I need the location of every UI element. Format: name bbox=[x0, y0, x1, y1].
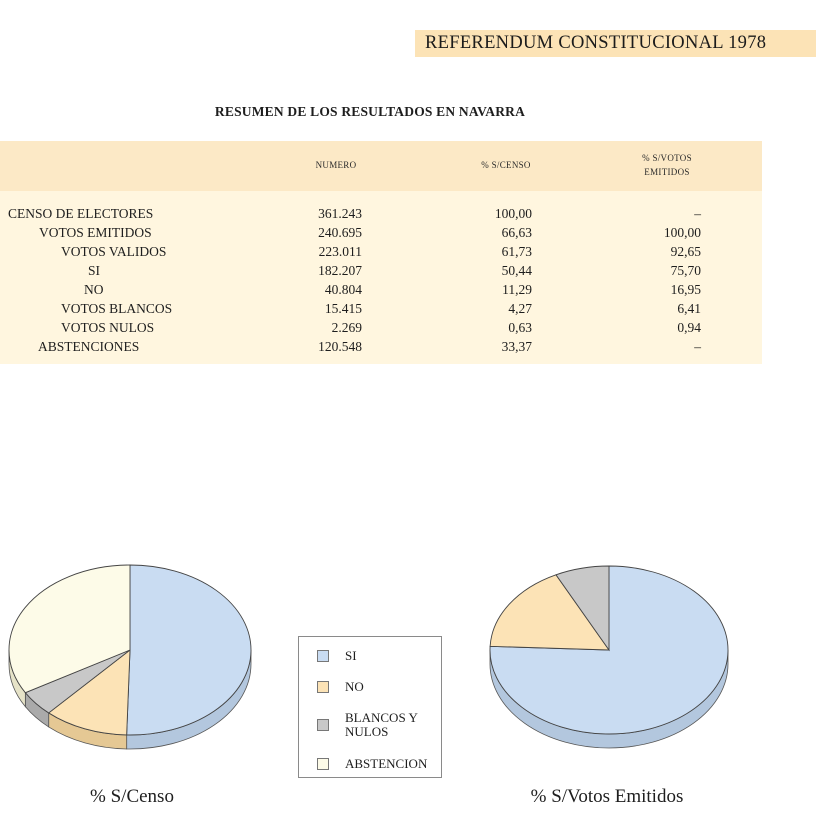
legend-label-blancos-nulos: BLANCOS Y NULOS bbox=[345, 710, 418, 739]
col-header-s-censo: % S/CENSO bbox=[481, 160, 531, 170]
cell-s-votos: 6,41 bbox=[677, 301, 701, 316]
cell-s-censo: 100,00 bbox=[494, 206, 532, 221]
table-row-si bbox=[0, 261, 762, 280]
cell-s-votos: 0,94 bbox=[677, 320, 701, 335]
row-label: VOTOS VALIDOS bbox=[61, 244, 167, 259]
col-header-s-votos-line2: EMITIDOS bbox=[644, 167, 690, 177]
table-row-no bbox=[0, 280, 762, 299]
cell-s-votos: 92,65 bbox=[670, 244, 701, 259]
cell-s-censo: 50,44 bbox=[501, 263, 532, 278]
table-row-blancos bbox=[0, 299, 762, 318]
cell-s-censo: 0,63 bbox=[508, 320, 532, 335]
legend-swatch-no bbox=[317, 681, 329, 693]
legend-swatch-blancos-nulos bbox=[317, 719, 329, 731]
cell-s-votos: – bbox=[694, 206, 701, 221]
cell-numero: 40.804 bbox=[324, 282, 362, 297]
cell-numero: 240.695 bbox=[318, 225, 362, 240]
pie-chart-censo bbox=[0, 560, 260, 750]
cell-numero: 223.011 bbox=[318, 244, 362, 259]
cell-s-censo: 4,27 bbox=[508, 301, 532, 316]
legend-item-blancos-nulos bbox=[317, 711, 425, 739]
row-label: VOTOS BLANCOS bbox=[61, 301, 173, 316]
table-row-validos bbox=[0, 242, 762, 261]
row-label: VOTOS EMITIDOS bbox=[39, 225, 152, 240]
col-header-s-votos-line1: % S/VOTOS bbox=[642, 153, 692, 163]
cell-numero: 182.207 bbox=[318, 263, 362, 278]
legend-item-abstencion bbox=[317, 757, 427, 771]
row-label: SI bbox=[88, 263, 101, 278]
legend-label-abstencion: ABSTENCION bbox=[345, 756, 428, 771]
legend-label-no: NO bbox=[345, 679, 364, 694]
col-header-numero: NUMERO bbox=[315, 160, 357, 170]
legend-label-si: SI bbox=[345, 648, 357, 663]
table-row-nulos bbox=[0, 318, 762, 337]
legend-swatch-abstencion bbox=[317, 758, 329, 770]
pie-title-censo: % S/Censo bbox=[90, 786, 174, 807]
cell-s-censo: 33,37 bbox=[501, 339, 532, 354]
pie-title-votos: % S/Votos Emitidos bbox=[530, 786, 684, 807]
cell-numero: 120.548 bbox=[318, 339, 362, 354]
header-title: REFERENDUM CONSTITUCIONAL 1978 bbox=[425, 33, 767, 53]
row-label: CENSO DE ELECTORES bbox=[8, 206, 154, 221]
table-row-abstenciones bbox=[0, 337, 762, 356]
cell-numero: 2.269 bbox=[331, 320, 362, 335]
cell-s-censo: 11,29 bbox=[502, 282, 532, 297]
table-row-censo bbox=[0, 204, 762, 223]
cell-s-censo: 61,73 bbox=[501, 244, 532, 259]
cell-s-votos: 16,95 bbox=[670, 282, 701, 297]
pie-chart-votos bbox=[480, 560, 740, 750]
table-row-emitidos bbox=[0, 223, 762, 242]
row-label: NO bbox=[84, 282, 104, 297]
cell-numero: 361.243 bbox=[318, 206, 362, 221]
row-label: ABSTENCIONES bbox=[38, 339, 140, 354]
legend-item-si bbox=[317, 649, 357, 663]
legend-item-no bbox=[317, 680, 364, 694]
cell-s-censo: 66,63 bbox=[501, 225, 532, 240]
cell-s-votos: 75,70 bbox=[670, 263, 701, 278]
row-label: VOTOS NULOS bbox=[61, 320, 155, 335]
legend-swatch-si bbox=[317, 650, 329, 662]
chart-legend bbox=[298, 636, 442, 778]
cell-s-votos: – bbox=[694, 339, 701, 354]
cell-numero: 15.415 bbox=[324, 301, 362, 316]
cell-s-votos: 100,00 bbox=[663, 225, 701, 240]
page-title: RESUMEN DE LOS RESULTADOS EN NAVARRA bbox=[214, 104, 526, 119]
